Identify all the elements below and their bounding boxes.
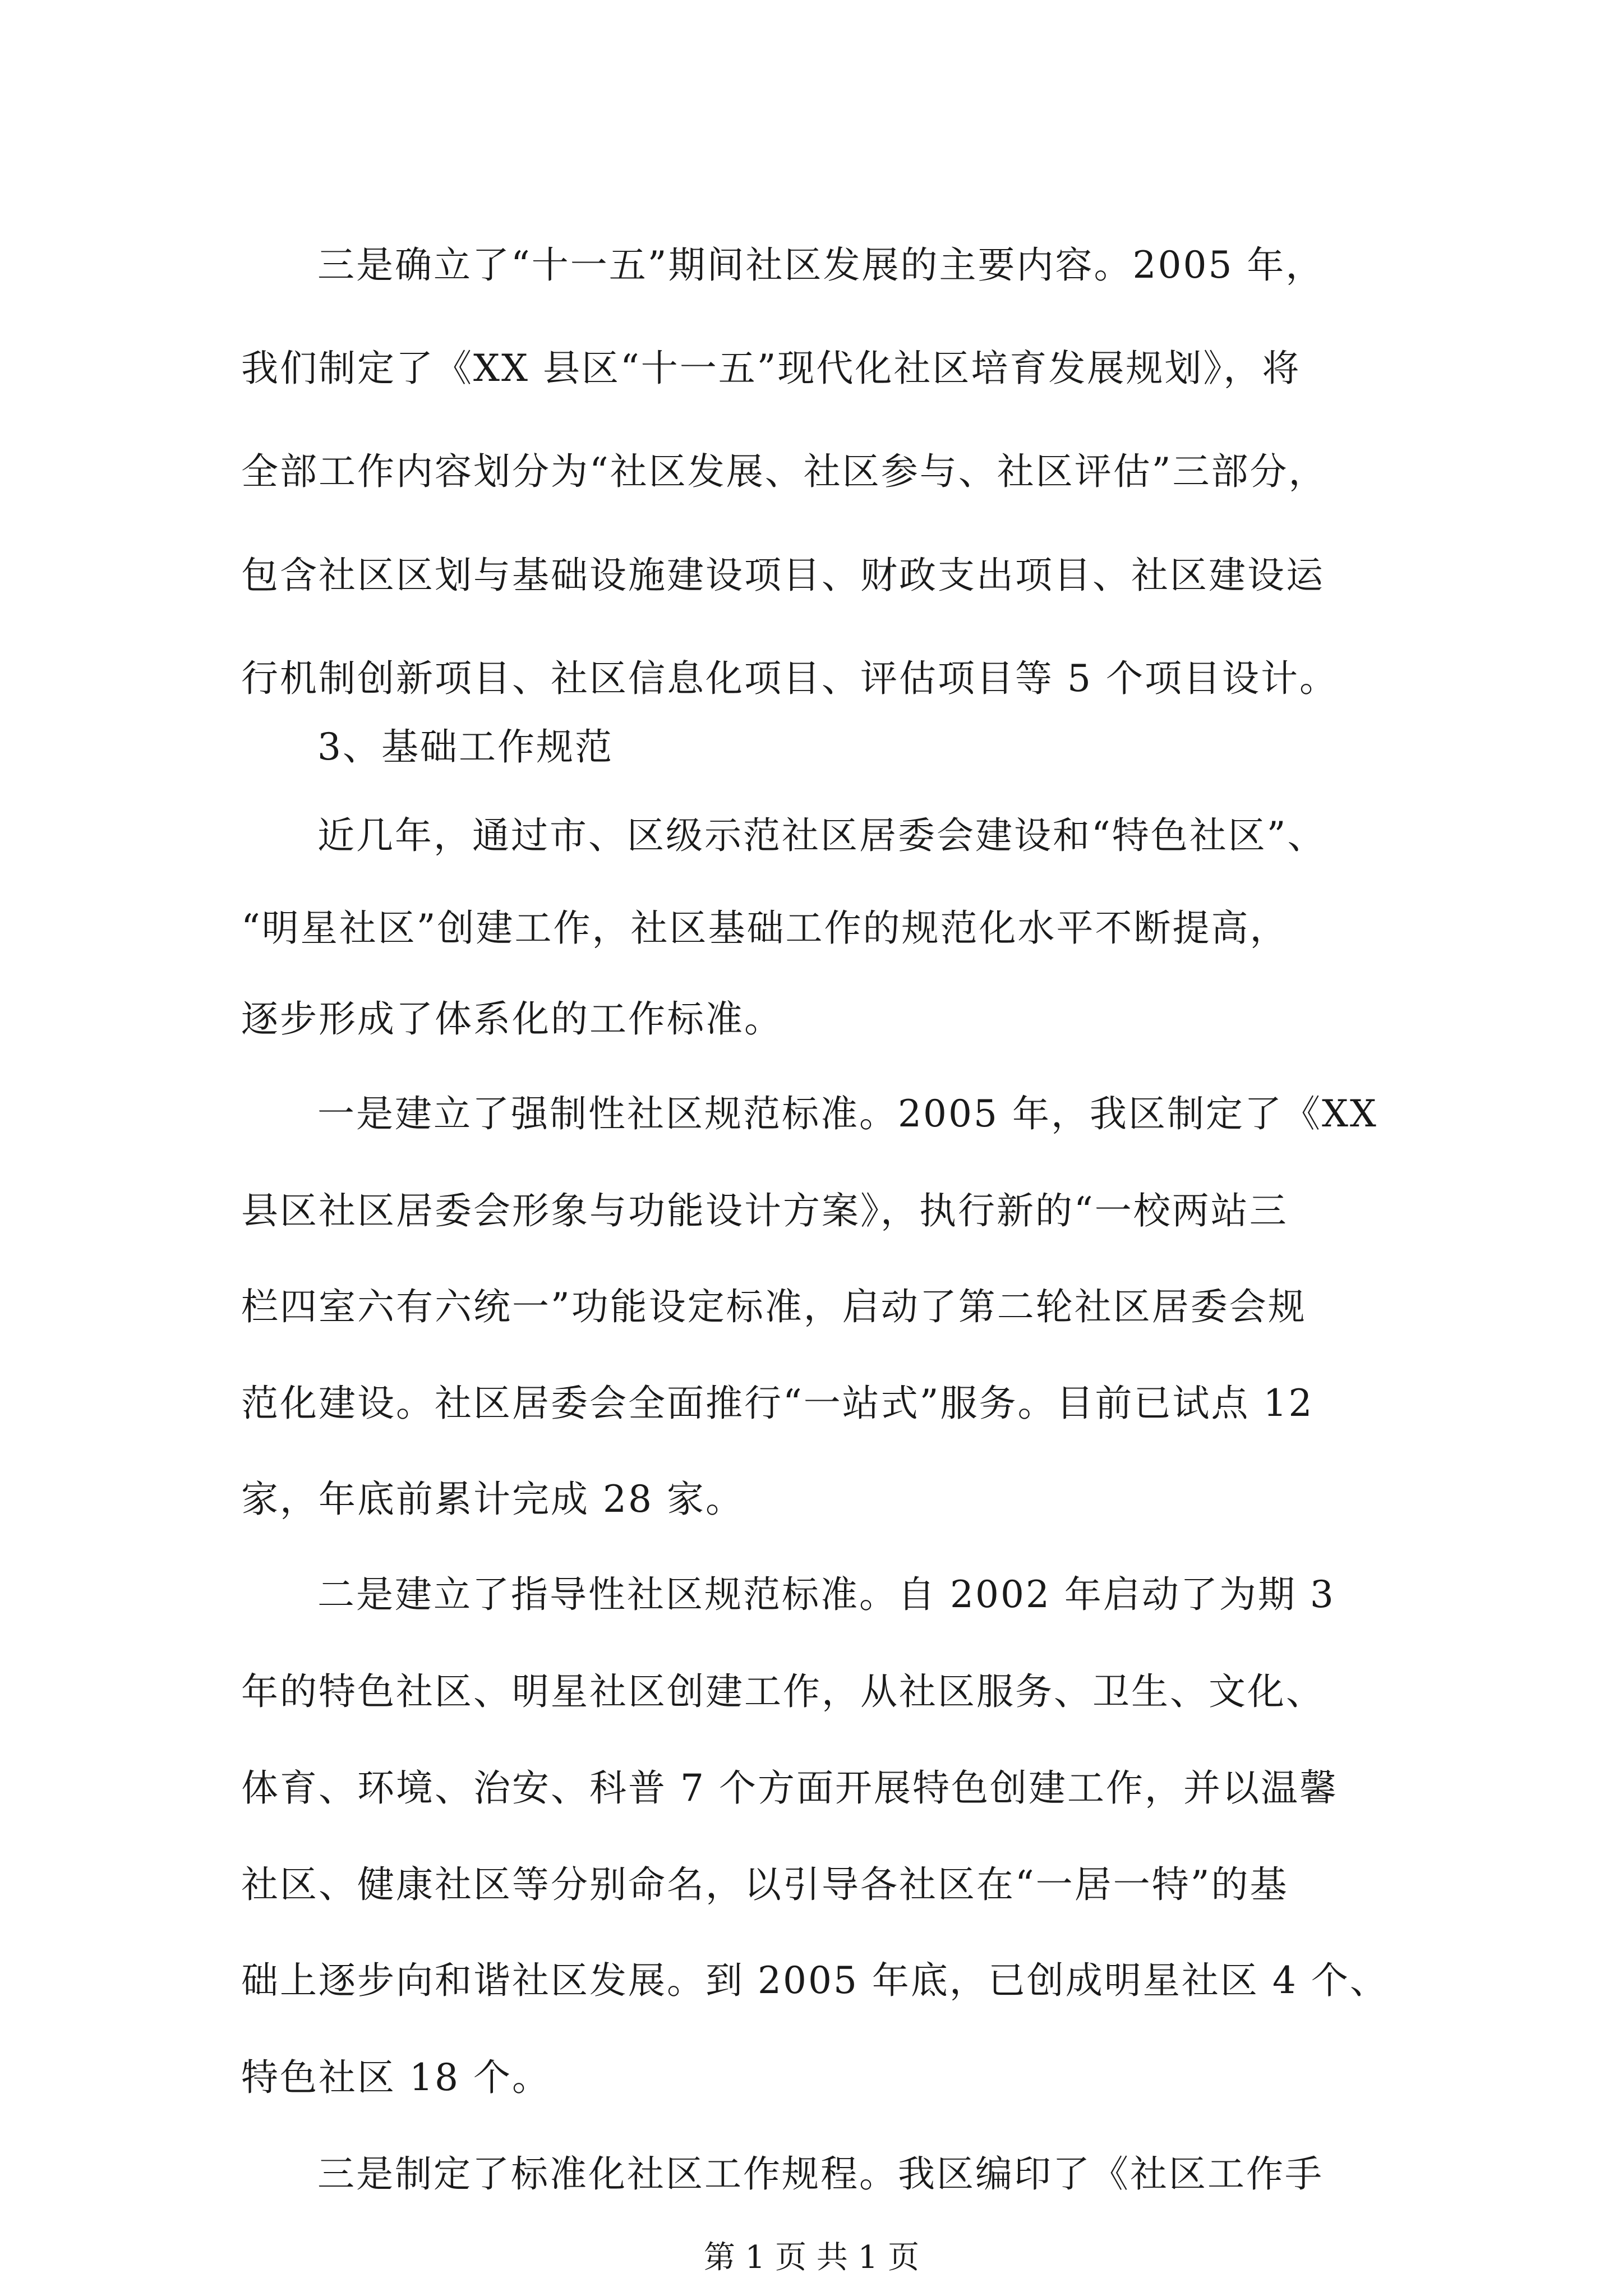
paragraph-line: “明星社区”创建工作，社区基础工作的规范化水平不断提高， [241,907,1289,950]
section-heading: 3、基础工作规范 [317,725,614,769]
paragraph-line: 三是确立了“十一五”期间社区发展的主要内容。2005 年， [317,243,1325,287]
paragraph-line: 体育、环境、治安、科普 7 个方面开展特色创建工作，并以温馨 [241,1766,1338,1810]
paragraph-line: 家，年底前累计完成 28 家。 [241,1478,744,1521]
paragraph-line: 三是制定了标准化社区工作规程。我区编印了《社区工作手 [317,2152,1324,2196]
paragraph-line: 年的特色社区、明星社区创建工作，从社区服务、卫生、文化、 [241,1670,1325,1713]
paragraph-line: 近几年，通过市、区级示范社区居委会建设和“特色社区”、 [317,814,1326,857]
paragraph-line: 县区社区居委会形象与功能设计方案》，执行新的“一校两站三 [241,1189,1288,1232]
paragraph-line: 础上逐步向和谐社区发展。到 2005 年底，已创成明星社区 4 个、 [241,1959,1389,2002]
paragraph-line: 一是建立了强制性社区规范标准。2005 年，我区制定了《XX [317,1092,1378,1135]
paragraph-line: 范化建设。社区居委会全面推行“一站式”服务。目前已试点 12 [241,1382,1314,1425]
page-footer: 第 1 页 共 1 页 [703,2239,920,2276]
paragraph-line: 逐步形成了体系化的工作标准。 [241,997,783,1041]
paragraph-line: 全部工作内容划分为“社区发展、社区参与、社区评估”三部分， [241,450,1327,493]
paragraph-line: 栏四室六有六统一”功能设定标准，启动了第二轮社区居委会规 [241,1285,1307,1328]
paragraph-line: 二是建立了指导性社区规范标准。自 2002 年启动了为期 3 [317,1573,1335,1616]
paragraph-line: 我们制定了《XX 县区“十一五”现代化社区培育发展规划》，将 [241,347,1301,390]
paragraph-line: 特色社区 18 个。 [241,2056,551,2099]
paragraph-line: 包含社区区划与基础设施建设项目、财政支出项目、社区建设运 [241,554,1325,597]
paragraph-line: 社区、健康社区等分别命名，以引导各社区在“一居一特”的基 [241,1863,1289,1906]
paragraph-line: 行机制创新项目、社区信息化项目、评估项目等 5 个项目设计。 [241,657,1338,700]
